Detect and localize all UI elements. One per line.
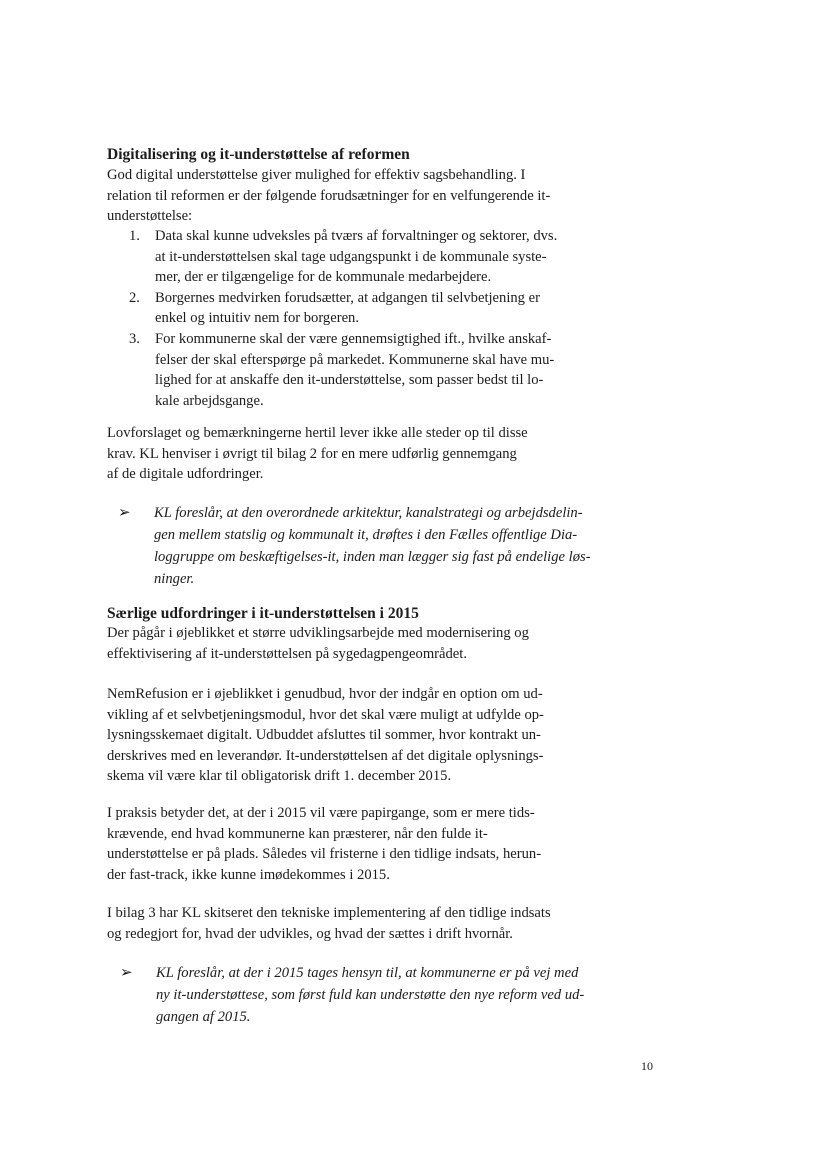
text-line: Borgernes medvirken forudsætter, at adgangen til selvbetjening er bbox=[155, 289, 540, 306]
text-line: God digital understøttelse giver mulighed for effektiv sagsbehandling. I bbox=[107, 167, 526, 183]
text-line: enkel og intuitiv nem for borgeren. bbox=[155, 310, 359, 327]
text-line: skema vil være klar til obligatorisk drift 1. december 2015. bbox=[107, 768, 452, 785]
list-item bbox=[107, 288, 607, 329]
text-line: loggruppe om beskæftigelses-it, inden man lægger sig fast på endelige løs- bbox=[154, 549, 591, 565]
text-line: Data skal kunne udveksles på tværs af forvaltninger og sektorer, dvs. bbox=[155, 228, 558, 244]
text-line: gen mellem statslig og kommunalt it, drøftes i den Fælles offentlige Dia- bbox=[154, 527, 578, 543]
text-line: vikling af et selvbetjeningsmodul, hvor det skal være muligt at udfylde op- bbox=[107, 706, 544, 723]
list-number: 2. bbox=[129, 289, 140, 306]
page-number: 10 bbox=[641, 1059, 653, 1073]
text-line: I praksis betyder det, at der i 2015 vil være papirgange, som er mere tids- bbox=[107, 805, 535, 821]
text-line: gangen af 2015. bbox=[156, 1009, 251, 1025]
paragraph-lovforslaget bbox=[107, 423, 597, 485]
text-line: I bilag 3 har KL skitseret den tekniske implementering af den tidlige indsats bbox=[107, 905, 551, 921]
text-line: KL foreslår, at der i 2015 tages hensyn til, at kommunerne er på vej med bbox=[156, 965, 579, 981]
callout-proposal-2 bbox=[120, 962, 640, 1032]
paragraph-i-praksis bbox=[107, 803, 597, 885]
text-line: relation til reformen er der følgende forudsætninger for en velfungerende it- bbox=[107, 187, 551, 204]
text-line: ny it-understøttese, som først fuld kan understøtte den nye reform ved ud- bbox=[156, 987, 585, 1003]
text-line: NemRefusion er i øjeblikket i genudbud, hvor der indgår en option om ud- bbox=[107, 686, 543, 702]
paragraph-bilag-3 bbox=[107, 903, 597, 944]
text-line: understøttelse er på plads. Således vil fristerne i den tidlige indsats, herun- bbox=[107, 846, 542, 863]
paragraph-udviklingsarbejde bbox=[107, 623, 597, 664]
section-heading-digitalisering: Digitalisering og it-understøttelse af reformen bbox=[107, 146, 410, 163]
text-line: lysningsskemaet digitalt. Udbuddet afsluttes til sommer, hvor kontrakt un- bbox=[107, 727, 541, 744]
text-line: For kommunerne skal der være gennemsigtighed ift., hvilke anskaf- bbox=[155, 330, 552, 347]
text-line: mer, der er tilgængelige for de kommunale medarbejdere. bbox=[155, 269, 492, 286]
text-line: effektivisering af it-understøttelsen på sygedagpengeområdet. bbox=[107, 645, 467, 662]
arrow-bullet-icon: ➢ bbox=[118, 505, 131, 521]
list-number: 3. bbox=[129, 330, 140, 347]
text-line: og redegjort for, hvad der udvikles, og hvad der sættes i drift hvornår. bbox=[107, 925, 513, 942]
text-line: derskrives med en leverandør. It-understøttelsen af det digitale oplysnings- bbox=[107, 747, 544, 764]
requirements-list bbox=[107, 226, 607, 411]
list-item bbox=[107, 226, 607, 288]
text-line: der fast-track, ikke kunne imødekommes i 2015. bbox=[107, 866, 390, 883]
text-line: Der pågår i øjeblikket et større udviklingsarbejde med modernisering og bbox=[107, 625, 529, 641]
list-number: 1. bbox=[129, 228, 140, 244]
paragraph-nemrefusion bbox=[107, 684, 597, 787]
text-line: KL foreslår, at den overordnede arkitektur, kanalstrategi og arbejdsdelin- bbox=[154, 505, 583, 521]
text-line: af de digitale udfordringer. bbox=[107, 466, 264, 483]
text-line: krav. KL henviser i øvrigt til bilag 2 for en mere udførlig gennemgang bbox=[107, 445, 517, 462]
arrow-bullet-icon: ➢ bbox=[120, 965, 133, 981]
text-line: understøttelse: bbox=[107, 208, 193, 225]
text-line: lighed for at anskaffe den it-understøttelse, som passer bedst til lo- bbox=[155, 372, 544, 389]
intro-paragraph bbox=[107, 165, 597, 227]
text-line: Lovforslaget og bemærkningerne hertil lever ikke alle steder op til disse bbox=[107, 425, 528, 441]
text-line: felser der skal efterspørge på markedet. Kommunerne skal have mu- bbox=[155, 351, 555, 368]
text-line: krævende, end hvad kommunerne kan præsterer, når den fulde it- bbox=[107, 825, 488, 842]
text-line: ninger. bbox=[154, 571, 195, 587]
section-heading-saerlige: Særlige udfordringer i it-understøttelsen i 2015 bbox=[107, 605, 419, 622]
text-line: at it-understøttelsen skal tage udgangspunkt i de kommunale syste- bbox=[155, 248, 547, 265]
list-item bbox=[107, 329, 607, 411]
text-line: kale arbejdsgange. bbox=[155, 392, 264, 409]
callout-proposal-1 bbox=[118, 502, 638, 594]
